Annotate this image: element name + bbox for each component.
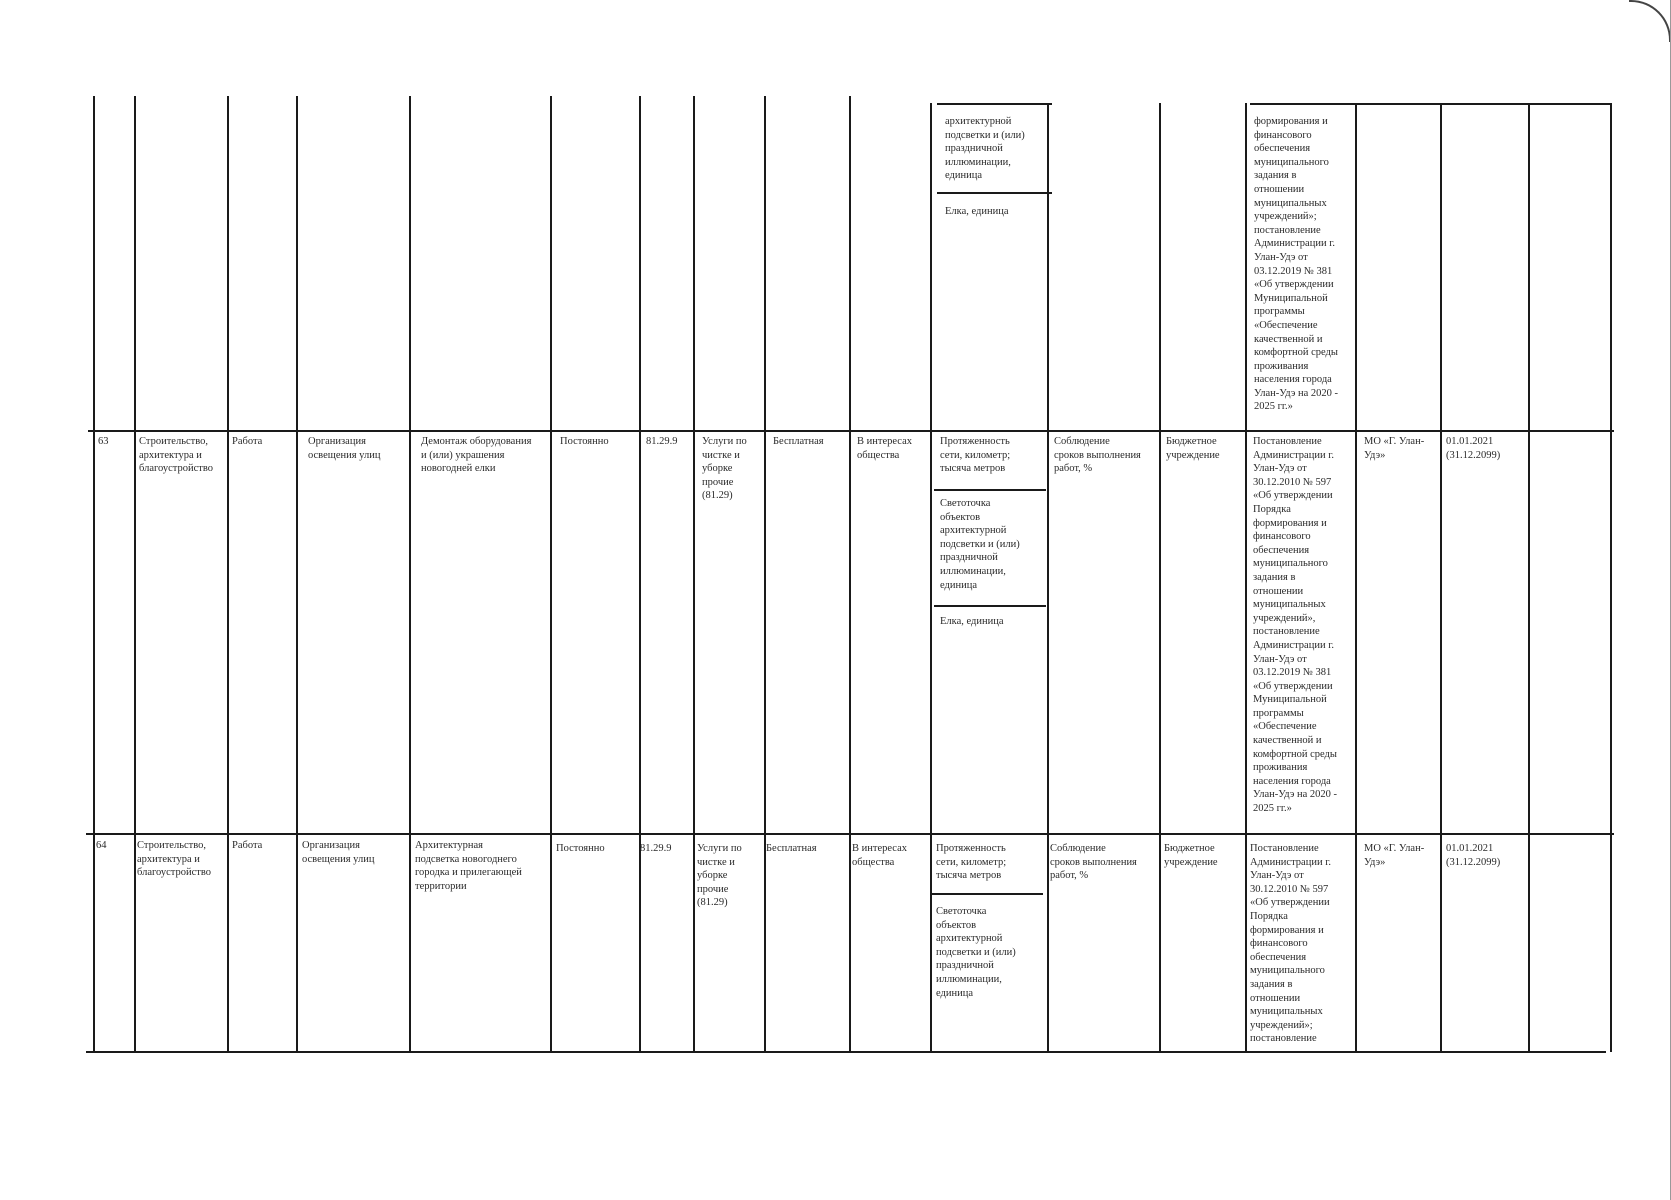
indicator-cell-continued: архитектурной подсветки и (или) праздничной иллюминации, единица xyxy=(945,116,1025,182)
act-top-border xyxy=(1250,103,1612,105)
row-64-date: 01.01.2021 (31.12.2099) xyxy=(1446,843,1501,868)
row-63-number: 63 xyxy=(98,436,109,447)
col-border xyxy=(1610,103,1612,1052)
row-64-interest: В интересах общества xyxy=(852,843,907,868)
row-64-pay: Бесплатная xyxy=(766,843,817,854)
col-border xyxy=(1528,103,1530,1052)
row-63-top-border xyxy=(88,430,1614,432)
row-63-quality: Соблюдение сроков выполнения работ, % xyxy=(1054,436,1141,475)
row-64-type: Работа xyxy=(232,840,263,851)
col-border xyxy=(227,96,229,1052)
row-63-municipality: МО «Г. Улан- Удэ» xyxy=(1364,436,1425,461)
row-64-indicator-2: Светоточка объектов архитектурной подсветки и (или) праздничной иллюминации, единица xyxy=(936,906,1016,999)
indicator-divider xyxy=(930,893,1043,895)
row-63-institution: Бюджетное учреждение xyxy=(1166,436,1220,461)
col-border xyxy=(930,103,932,1052)
row-63-pay: Бесплатная xyxy=(773,436,824,447)
col-border xyxy=(639,96,641,1052)
row-64-legal-act: Постановление Администрации г. Улан-Удэ от 30.12.2010 № 597 «Об утверждении Порядка формирования и финансового обеспечения муниципального задания в отношении муниципальных учреждений»; постановление xyxy=(1250,843,1331,1045)
col-border xyxy=(693,96,695,1052)
row-63-indicator-2: Светоточка объектов архитектурной подсветки и (или) праздничной иллюминации, единица xyxy=(940,498,1020,591)
row-64-period: Постоянно xyxy=(556,843,605,854)
col-border xyxy=(1440,103,1442,1052)
col-border xyxy=(550,96,552,1052)
row-63-indicator-3: Елка, единица xyxy=(940,616,1004,627)
col-border xyxy=(134,96,136,1052)
col-border xyxy=(93,96,95,1052)
row-63-period: Постоянно xyxy=(560,436,609,447)
row-63-interest: В интересах общества xyxy=(857,436,912,461)
col-border xyxy=(849,96,851,1052)
row-63-date: 01.01.2021 (31.12.2099) xyxy=(1446,436,1501,461)
indicator-divider xyxy=(934,489,1046,491)
indicator-top-border xyxy=(937,103,1052,105)
row-63-name: Организация освещения улиц xyxy=(308,436,381,461)
row-63-content: Демонтаж оборудования и (или) украшения новогодней елки xyxy=(421,436,532,475)
row-64-institution: Бюджетное учреждение xyxy=(1164,843,1218,868)
indicator-divider xyxy=(937,192,1052,194)
col-border xyxy=(1159,103,1161,1052)
table-bottom-border xyxy=(86,1051,1606,1053)
col-border xyxy=(1047,103,1049,1052)
row-64-sphere: Строительство, архитектура и благоустройство xyxy=(137,840,212,879)
indicator-cell-elka: Елка, единица xyxy=(945,206,1009,217)
row-63-okved: 81.29.9 xyxy=(646,436,678,447)
row-63-okved-name: Услуги по чистке и уборке прочие (81.29) xyxy=(702,436,747,502)
row-64-okved-name: Услуги по чистке и уборке прочие (81.29) xyxy=(697,843,742,909)
legal-act-cell-continued: формирования и финансового обеспечения муниципального задания в отношении муниципальных учреждений»; постановление Администрации г. Улан-Удэ от 03.12.2019 № 381 «Об утверждении Муниципальной программы «Обеспечение качественной и комфортной среды проживания населения города Улан-Удэ на 2020 - 2025 гг.» xyxy=(1254,116,1338,413)
row-63-indicator-1: Протяженность сети, километр; тысяча метров xyxy=(940,436,1011,475)
row-64-content: Архитектурная подсветка новогоднего городка и прилегающей территории xyxy=(415,840,522,892)
row-64-indicator-1: Протяженность сети, километр; тысяча метров xyxy=(936,843,1007,882)
row-64-okved: 81.29.9 xyxy=(640,843,672,854)
col-border xyxy=(1355,103,1357,1052)
col-border xyxy=(409,96,411,1052)
scan-corner-mark xyxy=(1629,0,1671,42)
row-64-quality: Соблюдение сроков выполнения работ, % xyxy=(1050,843,1137,882)
col-border xyxy=(296,96,298,1052)
row-63-legal-act: Постановление Администрации г. Улан-Удэ от 30.12.2010 № 597 «Об утверждении Порядка формирования и финансового обеспечения муниципального задания в отношении муниципальных учреждений», постановление Администрации г. Улан-Удэ от 03.12.2019 № 381 «Об утверждении Муниципальной программы «Обеспечение качественной и комфортной среды проживания населения города Улан-Удэ на 2020 - 2025 гг.» xyxy=(1253,436,1337,815)
row-63-type: Работа xyxy=(232,436,263,447)
row-64-number: 64 xyxy=(96,840,107,851)
row-64-name: Организация освещения улиц xyxy=(302,840,375,865)
col-border xyxy=(764,96,766,1052)
row-64-municipality: МО «Г. Улан- Удэ» xyxy=(1364,843,1425,868)
col-border xyxy=(1245,103,1247,1052)
row-63-sphere: Строительство, архитектура и благоустройство xyxy=(139,436,214,475)
indicator-divider xyxy=(934,605,1046,607)
